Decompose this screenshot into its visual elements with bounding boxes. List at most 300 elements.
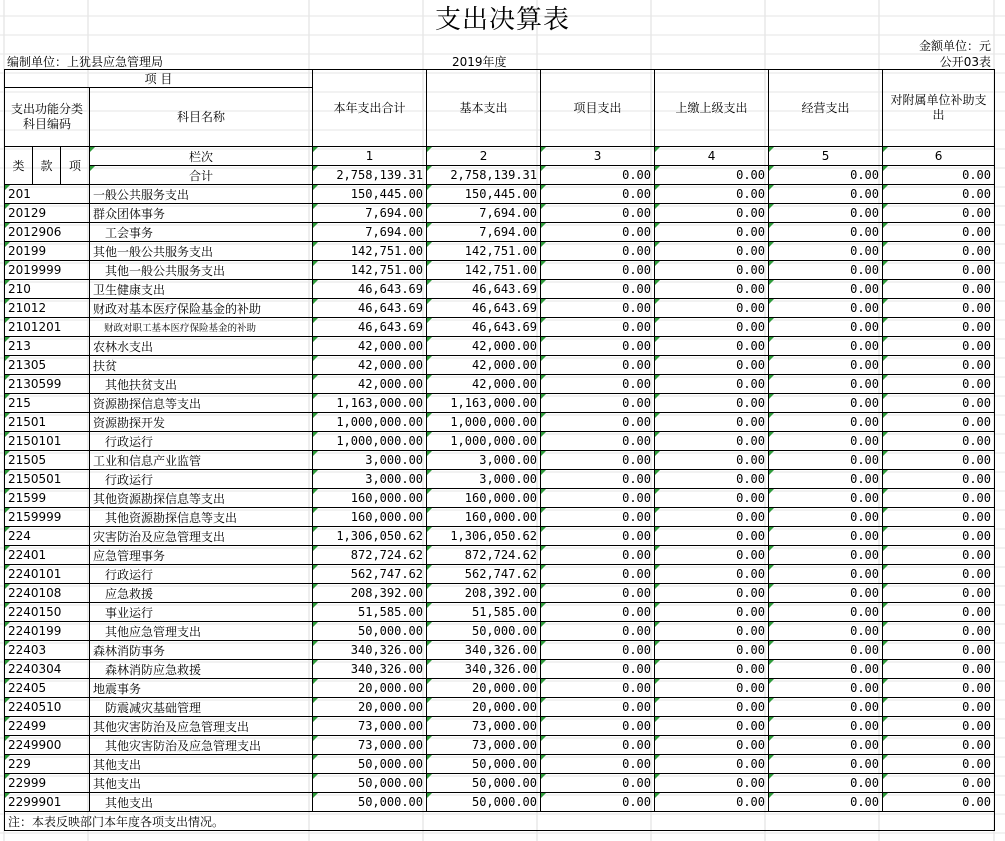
amount-cell-upper: 0.00 [655,793,769,812]
amount-cell-upper: 0.00 [655,261,769,280]
item-name-cell: 其他一般公共服务支出 [90,242,313,261]
amount-cell-upper: 0.00 [655,337,769,356]
amount-cell-total: 7,694.00 [313,223,427,242]
amount-cell-project: 0.00 [541,584,655,603]
amount-cell-upper: 0.00 [655,280,769,299]
amount-cell-subsidy: 0.00 [883,774,995,793]
item-name-cell: 其他支出 [90,755,313,774]
item-name-cell: 森林消防事务 [90,641,313,660]
amount-cell-total: 1,306,050.62 [313,527,427,546]
amount-cell-total: 50,000.00 [313,755,427,774]
amount-cell-total: 73,000.00 [313,736,427,755]
col-header-upper: 上缴上级支出 [655,70,769,147]
amount-cell-basic: 46,643.69 [427,318,541,337]
func-code-cell: 2159999 [5,508,90,527]
table-row [5,679,995,698]
item-name-cell: 行政运行 [90,432,313,451]
amount-cell-total: 562,747.62 [313,565,427,584]
item-name-cell: 应急管理事务 [90,546,313,565]
amount-cell-upper: 0.00 [655,299,769,318]
amount-cell-business: 0.00 [769,470,883,489]
amount-cell-subsidy: 0.00 [883,622,995,641]
amount-cell-subsidy: 0.00 [883,641,995,660]
amount-cell-upper: 0.00 [655,717,769,736]
amount-cell-upper: 0.00 [655,356,769,375]
amount-cell-subsidy: 0.00 [883,717,995,736]
amount-cell-basic: 142,751.00 [427,261,541,280]
table-row [5,299,995,318]
amount-cell-project: 0.00 [541,565,655,584]
table-row [5,793,995,812]
amount-cell-total: 3,000.00 [313,451,427,470]
amount-cell-total: 872,724.62 [313,546,427,565]
amount-cell-basic: 51,585.00 [427,603,541,622]
func-code-header: 支出功能分类科目编码 [5,88,90,147]
table-row [5,660,995,679]
func-code-cell: 2240304 [5,660,90,679]
amount-unit-label: 金额单位：元 [918,39,991,53]
total-cell: 0.00 [655,166,769,185]
amount-cell-subsidy: 0.00 [883,451,995,470]
item-name-cell: 其他扶贫支出 [90,375,313,394]
table-row [5,698,995,717]
amount-cell-business: 0.00 [769,565,883,584]
func-code-cell: 2240199 [5,622,90,641]
table-row [5,774,995,793]
amount-cell-basic: 1,000,000.00 [427,413,541,432]
amount-cell-project: 0.00 [541,223,655,242]
amount-cell-total: 50,000.00 [313,774,427,793]
amount-cell-business: 0.00 [769,432,883,451]
amount-cell-upper: 0.00 [655,432,769,451]
amount-cell-subsidy: 0.00 [883,508,995,527]
amount-cell-project: 0.00 [541,527,655,546]
item-name-cell: 森林消防应急救援 [90,660,313,679]
item-group-header: 项 目 [5,70,313,88]
amount-cell-basic: 142,751.00 [427,242,541,261]
item-name-cell: 财政对职工基本医疗保险基金的补助 [90,318,313,337]
item-name-cell: 应急救援 [90,584,313,603]
amount-cell-basic: 208,392.00 [427,584,541,603]
amount-cell-upper: 0.00 [655,451,769,470]
amount-cell-total: 1,000,000.00 [313,432,427,451]
item-name-cell: 资源勘探信息等支出 [90,394,313,413]
col-header-basic: 基本支出 [427,70,541,147]
item-name-cell: 行政运行 [90,470,313,489]
amount-cell-subsidy: 0.00 [883,793,995,812]
amount-cell-basic: 3,000.00 [427,470,541,489]
item-name-cell: 其他支出 [90,793,313,812]
table-row [5,375,995,394]
amount-cell-project: 0.00 [541,318,655,337]
amount-cell-project: 0.00 [541,413,655,432]
func-code-cell: 229 [5,755,90,774]
lei-header: 类 [5,147,33,185]
amount-cell-upper: 0.00 [655,185,769,204]
amount-cell-subsidy: 0.00 [883,698,995,717]
amount-cell-basic: 42,000.00 [427,337,541,356]
total-row [5,166,995,185]
amount-cell-basic: 42,000.00 [427,375,541,394]
amount-cell-business: 0.00 [769,736,883,755]
func-code-cell: 2012906 [5,223,90,242]
amount-cell-subsidy: 0.00 [883,242,995,261]
func-code-cell: 22403 [5,641,90,660]
amount-cell-project: 0.00 [541,679,655,698]
table-row [5,261,995,280]
amount-cell-subsidy: 0.00 [883,489,995,508]
table-note: 注：本表反映部门本年度各项支出情况。 [5,812,995,831]
amount-cell-basic: 42,000.00 [427,356,541,375]
table-row [5,280,995,299]
xiang-header: 项 [61,147,90,185]
col-number-6: 6 [883,147,995,166]
kuan-header: 款 [33,147,61,185]
amount-cell-business: 0.00 [769,527,883,546]
col-header-project: 项目支出 [541,70,655,147]
amount-cell-total: 160,000.00 [313,489,427,508]
item-name-cell: 行政运行 [90,565,313,584]
func-code-cell: 20129 [5,204,90,223]
amount-cell-business: 0.00 [769,375,883,394]
amount-cell-basic: 7,694.00 [427,204,541,223]
amount-cell-total: 20,000.00 [313,698,427,717]
func-code-cell: 2240150 [5,603,90,622]
amount-cell-upper: 0.00 [655,641,769,660]
func-code-cell: 201 [5,185,90,204]
amount-cell-business: 0.00 [769,603,883,622]
amount-cell-upper: 0.00 [655,242,769,261]
func-code-cell: 22999 [5,774,90,793]
amount-cell-total: 7,694.00 [313,204,427,223]
amount-cell-business: 0.00 [769,641,883,660]
total-cell: 0.00 [883,166,995,185]
amount-cell-subsidy: 0.00 [883,299,995,318]
amount-cell-basic: 3,000.00 [427,451,541,470]
item-name-cell: 工会事务 [90,223,313,242]
amount-cell-total: 150,445.00 [313,185,427,204]
amount-cell-total: 20,000.00 [313,679,427,698]
amount-cell-project: 0.00 [541,204,655,223]
item-name-cell: 地震事务 [90,679,313,698]
amount-cell-basic: 20,000.00 [427,698,541,717]
item-name-cell: 防震减灾基础管理 [90,698,313,717]
func-code-cell: 2150101 [5,432,90,451]
total-cell: 2,758,139.31 [313,166,427,185]
amount-cell-basic: 1,163,000.00 [427,394,541,413]
table-row [5,584,995,603]
fiscal-year-label: 2019年度 [452,55,507,69]
amount-cell-upper: 0.00 [655,223,769,242]
lanci-label: 栏次 [90,147,313,166]
table-row [5,565,995,584]
col-header-business: 经营支出 [769,70,883,147]
table-row [5,489,995,508]
amount-cell-basic: 50,000.00 [427,622,541,641]
amount-cell-subsidy: 0.00 [883,603,995,622]
amount-cell-total: 46,643.69 [313,299,427,318]
amount-cell-business: 0.00 [769,660,883,679]
amount-cell-upper: 0.00 [655,470,769,489]
expenditure-table [4,69,995,831]
item-name-cell: 农林水支出 [90,337,313,356]
amount-cell-upper: 0.00 [655,565,769,584]
amount-cell-subsidy: 0.00 [883,356,995,375]
amount-cell-business: 0.00 [769,280,883,299]
amount-cell-upper: 0.00 [655,584,769,603]
table-row [5,508,995,527]
amount-cell-subsidy: 0.00 [883,394,995,413]
item-name-cell: 其他资源勘探信息等支出 [90,508,313,527]
amount-cell-total: 51,585.00 [313,603,427,622]
amount-cell-upper: 0.00 [655,394,769,413]
amount-cell-project: 0.00 [541,394,655,413]
table-row [5,242,995,261]
amount-cell-project: 0.00 [541,337,655,356]
amount-cell-business: 0.00 [769,204,883,223]
item-name-cell: 扶贫 [90,356,313,375]
total-cell: 0.00 [769,166,883,185]
compiling-unit-label: 编制单位：上犹县应急管理局 [7,55,164,69]
item-name-cell: 其他支出 [90,774,313,793]
amount-cell-upper: 0.00 [655,679,769,698]
amount-cell-basic: 7,694.00 [427,223,541,242]
amount-cell-subsidy: 0.00 [883,584,995,603]
amount-cell-basic: 562,747.62 [427,565,541,584]
amount-cell-upper: 0.00 [655,755,769,774]
func-code-cell: 21505 [5,451,90,470]
func-code-cell: 22405 [5,679,90,698]
amount-cell-basic: 1,000,000.00 [427,432,541,451]
table-row [5,470,995,489]
amount-cell-basic: 160,000.00 [427,489,541,508]
amount-cell-project: 0.00 [541,698,655,717]
amount-cell-upper: 0.00 [655,204,769,223]
amount-cell-business: 0.00 [769,394,883,413]
amount-cell-total: 42,000.00 [313,356,427,375]
func-code-cell: 21599 [5,489,90,508]
amount-cell-project: 0.00 [541,432,655,451]
table-row [5,622,995,641]
amount-cell-total: 142,751.00 [313,261,427,280]
item-name-cell: 其他资源勘探信息等支出 [90,489,313,508]
amount-cell-basic: 340,326.00 [427,660,541,679]
amount-cell-subsidy: 0.00 [883,413,995,432]
item-name-cell: 工业和信息产业监管 [90,451,313,470]
amount-cell-business: 0.00 [769,261,883,280]
func-code-cell: 22499 [5,717,90,736]
amount-cell-basic: 872,724.62 [427,546,541,565]
table-row [5,603,995,622]
table-row [5,356,995,375]
amount-cell-business: 0.00 [769,755,883,774]
item-name-cell: 灾害防治及应急管理支出 [90,527,313,546]
amount-cell-total: 42,000.00 [313,375,427,394]
table-row [5,204,995,223]
item-name-cell: 财政对基本医疗保险基金的补助 [90,299,313,318]
func-code-cell: 224 [5,527,90,546]
amount-cell-subsidy: 0.00 [883,432,995,451]
amount-cell-subsidy: 0.00 [883,223,995,242]
amount-cell-subsidy: 0.00 [883,755,995,774]
func-code-cell: 2130599 [5,375,90,394]
func-code-cell: 2240108 [5,584,90,603]
amount-cell-subsidy: 0.00 [883,470,995,489]
amount-cell-total: 160,000.00 [313,508,427,527]
amount-cell-project: 0.00 [541,508,655,527]
amount-cell-subsidy: 0.00 [883,204,995,223]
table-code-label: 公开03表 [939,55,991,69]
table-row [5,394,995,413]
amount-cell-project: 0.00 [541,755,655,774]
amount-cell-business: 0.00 [769,774,883,793]
amount-cell-subsidy: 0.00 [883,527,995,546]
amount-cell-project: 0.00 [541,489,655,508]
amount-cell-project: 0.00 [541,641,655,660]
amount-cell-basic: 340,326.00 [427,641,541,660]
amount-cell-upper: 0.00 [655,546,769,565]
amount-cell-project: 0.00 [541,242,655,261]
amount-cell-business: 0.00 [769,413,883,432]
total-cell: 0.00 [541,166,655,185]
amount-cell-business: 0.00 [769,622,883,641]
amount-cell-basic: 150,445.00 [427,185,541,204]
amount-cell-total: 50,000.00 [313,793,427,812]
amount-cell-basic: 46,643.69 [427,280,541,299]
col-header-total: 本年支出合计 [313,70,427,147]
amount-cell-basic: 46,643.69 [427,299,541,318]
amount-cell-basic: 160,000.00 [427,508,541,527]
amount-cell-business: 0.00 [769,793,883,812]
amount-cell-business: 0.00 [769,318,883,337]
col-header-subsidy: 对附属单位补助支出 [883,70,995,147]
amount-cell-basic: 50,000.00 [427,793,541,812]
amount-cell-upper: 0.00 [655,489,769,508]
amount-cell-upper: 0.00 [655,413,769,432]
func-code-cell: 2101201 [5,318,90,337]
amount-cell-subsidy: 0.00 [883,546,995,565]
table-row [5,318,995,337]
amount-cell-project: 0.00 [541,717,655,736]
amount-cell-upper: 0.00 [655,603,769,622]
table-row [5,641,995,660]
amount-cell-subsidy: 0.00 [883,565,995,584]
table-row [5,755,995,774]
amount-cell-business: 0.00 [769,679,883,698]
col-number-3: 3 [541,147,655,166]
amount-cell-total: 208,392.00 [313,584,427,603]
amount-cell-project: 0.00 [541,451,655,470]
func-code-cell: 210 [5,280,90,299]
func-code-cell: 213 [5,337,90,356]
col-number-5: 5 [769,147,883,166]
func-code-cell: 2240101 [5,565,90,584]
func-code-cell: 20199 [5,242,90,261]
amount-cell-upper: 0.00 [655,527,769,546]
amount-cell-total: 1,163,000.00 [313,394,427,413]
amount-cell-project: 0.00 [541,375,655,394]
amount-cell-total: 50,000.00 [313,622,427,641]
amount-cell-project: 0.00 [541,660,655,679]
amount-cell-total: 42,000.00 [313,337,427,356]
table-row [5,736,995,755]
amount-cell-project: 0.00 [541,546,655,565]
amount-cell-project: 0.00 [541,622,655,641]
amount-cell-project: 0.00 [541,470,655,489]
amount-cell-business: 0.00 [769,185,883,204]
amount-cell-business: 0.00 [769,337,883,356]
item-name-cell: 其他应急管理支出 [90,622,313,641]
amount-cell-subsidy: 0.00 [883,261,995,280]
amount-cell-total: 73,000.00 [313,717,427,736]
func-code-cell: 21012 [5,299,90,318]
amount-cell-upper: 0.00 [655,622,769,641]
amount-cell-business: 0.00 [769,242,883,261]
amount-cell-basic: 1,306,050.62 [427,527,541,546]
func-code-cell: 22401 [5,546,90,565]
amount-cell-subsidy: 0.00 [883,337,995,356]
amount-cell-total: 340,326.00 [313,660,427,679]
amount-cell-project: 0.00 [541,793,655,812]
amount-cell-project: 0.00 [541,736,655,755]
amount-cell-project: 0.00 [541,185,655,204]
item-name-cell: 卫生健康支出 [90,280,313,299]
func-code-cell: 2299901 [5,793,90,812]
func-code-cell: 21501 [5,413,90,432]
amount-cell-business: 0.00 [769,508,883,527]
amount-cell-basic: 73,000.00 [427,736,541,755]
amount-cell-total: 3,000.00 [313,470,427,489]
amount-cell-basic: 50,000.00 [427,755,541,774]
amount-cell-subsidy: 0.00 [883,280,995,299]
func-code-cell: 2019999 [5,261,90,280]
amount-cell-subsidy: 0.00 [883,185,995,204]
amount-cell-business: 0.00 [769,698,883,717]
item-name-cell: 其他一般公共服务支出 [90,261,313,280]
total-label: 合计 [90,166,313,185]
amount-cell-business: 0.00 [769,451,883,470]
col-number-2: 2 [427,147,541,166]
table-row [5,717,995,736]
amount-cell-total: 340,326.00 [313,641,427,660]
amount-cell-subsidy: 0.00 [883,660,995,679]
table-row [5,527,995,546]
table-row [5,413,995,432]
col-number-4: 4 [655,147,769,166]
amount-cell-upper: 0.00 [655,660,769,679]
amount-cell-business: 0.00 [769,223,883,242]
amount-cell-business: 0.00 [769,299,883,318]
page-title: 支出决算表 [434,5,570,35]
func-code-cell: 21305 [5,356,90,375]
amount-cell-upper: 0.00 [655,375,769,394]
amount-cell-upper: 0.00 [655,318,769,337]
item-name-cell: 事业运行 [90,603,313,622]
table-row [5,223,995,242]
amount-cell-project: 0.00 [541,774,655,793]
amount-cell-upper: 0.00 [655,508,769,527]
amount-cell-project: 0.00 [541,280,655,299]
func-code-cell: 215 [5,394,90,413]
amount-cell-subsidy: 0.00 [883,375,995,394]
amount-cell-project: 0.00 [541,261,655,280]
item-name-cell: 其他灾害防治及应急管理支出 [90,717,313,736]
amount-cell-total: 46,643.69 [313,318,427,337]
amount-cell-upper: 0.00 [655,736,769,755]
amount-cell-project: 0.00 [541,603,655,622]
amount-cell-project: 0.00 [541,356,655,375]
amount-cell-upper: 0.00 [655,698,769,717]
